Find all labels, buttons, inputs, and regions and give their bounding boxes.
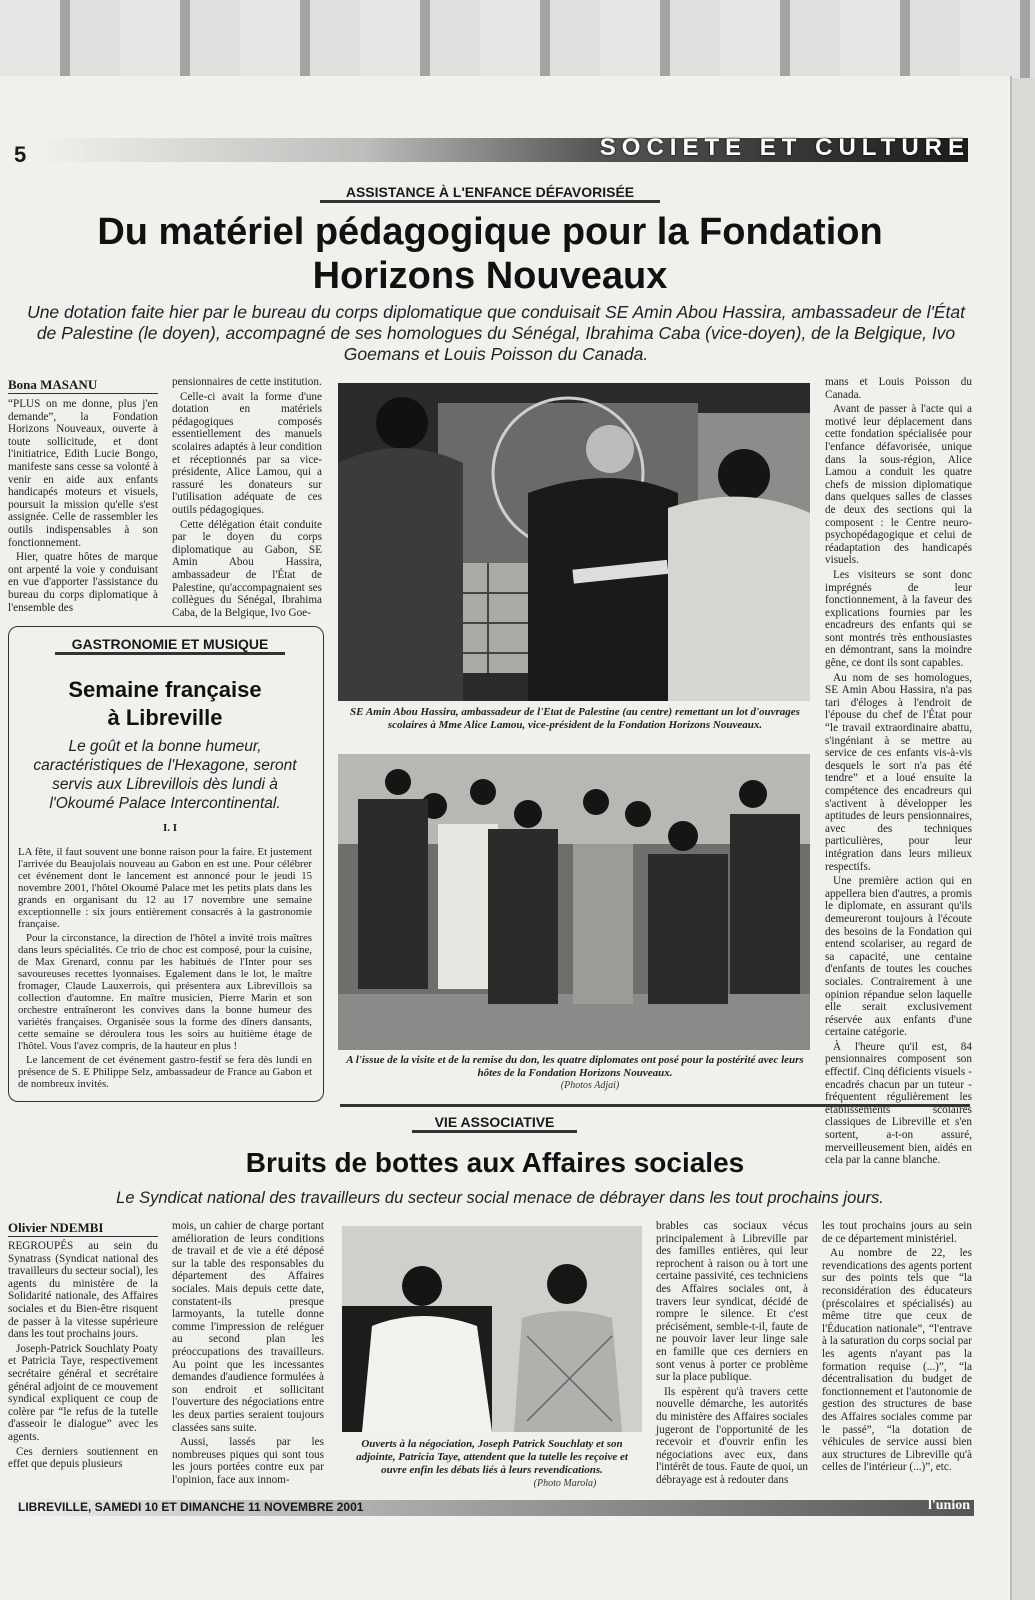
photo-handover-illustration xyxy=(338,383,810,701)
article3-column-4 xyxy=(822,1220,972,1490)
article1-paragraph: Celle-ci avait la forme d'une dotation en matériels pédagogiques composés essentiellement des manuels scolaires adaptés à leur condition et réceptionnés par sa vice-présidente, Alice Lamou, qui a rassuré les donateurs sur l'utilisation adéquate de ces outils pédagogiques. xyxy=(172,390,322,516)
article3-paragraph: Ces derniers soutiennent en effet que depuis plusieurs xyxy=(8,1445,158,1471)
article1-photo2-caption: A l'issue de la visite et de la remise du don, les quatre diplomates ont posé pour la postérité avec leurs hôtes de la Fondation Horizons Nouveaux. xyxy=(346,1054,804,1079)
article3-paragraph: Ils espèrent qu'à travers cette nouvelle démarche, les autorités du ministère des Affaires sociales jugeront de l'opportunité de les recevoir et d'ouvrir enfin les négociations avec eux, dans l'intérêt de tous. Faute de quoi, un débrayage est à redouter dans xyxy=(656,1385,808,1486)
scan-background-top xyxy=(0,0,1035,78)
article1-paragraph: Au nom de ses homologues, SE Amin Abou Hassira, n'a pas tari d'éloges à l'endroit de l'épouse du chef de l'État pour “le travail extraordinaire abattu, s'ingéniant à se mettre au service de ces enfants vis-à-vis desquels le sort n'a pas été tendre” et a loué ensuite la compétence des encadreurs qui s'activent à développer les aptitudes de leurs pensionnaires, avec des techniques particulières, pour leur intégration dans leurs milieux respectifs. xyxy=(825,671,972,873)
article3-byline: Olivier NDEMBI xyxy=(8,1220,158,1237)
article2-byline: I. I xyxy=(162,822,178,834)
photo-unionists-illustration xyxy=(342,1226,642,1432)
page-number: 5 xyxy=(14,142,27,167)
article1-paragraph: Avant de passer à l'acte qui a motivé leur déplacement dans cette fondation spécialisée pour l'enfance défavorisée, unique dans la sous-région, Alice Lamou a conduit les quatre chefs de mission diplomatique dans quelques salles de classes de deux des sections qui la composent : le Centre neuro-psychopédagogique et celui de réadaptation des handicapés visuels. xyxy=(825,403,972,567)
article1-photo1-caption: SE Amin Abou Hassira, ambassadeur de l'Etat de Palestine (au centre) remettant un lot d'ouvrages scolaires à Mme Alice Lamou, vice-président de la Fondation Horizons Nouveaux. xyxy=(350,706,800,731)
article1-paragraph: À l'heure qu'il est, 84 pensionnaires composent son effectif. Cinq déficients visuels - encadrés chacun par un tuteur - fréquentent régulièrement les établissements scolaires classiques de Libreville et s'en sortent, a-t-on assuré, merveilleusement bien, aidés en cela par la canne blanche. xyxy=(825,1040,972,1167)
article2-paragraph: Le lancement de cet événement gastro-festif se fera dès lundi en présence de S. E Philippe Selz, ambassadeur de France au Gabon et de nombreux invités. xyxy=(18,1054,312,1090)
article3-column-1 xyxy=(8,1240,158,1490)
article1-photo2-credit: (Photos Adjai) xyxy=(560,1080,620,1091)
article1-headline-line2: Horizons Nouveaux xyxy=(312,255,668,297)
article1-column-1 xyxy=(8,398,158,620)
article3-paragraph: brables cas sociaux vécus principalement à Libreville par des familles entières, qui leur reprochent à raison ou à tort une certaine passivité, ces techniciens des Affaires sociales ont, à travers leur syndicat, décidé de rompre le silence. Et c'est précisément, semble-t-il, faute de ne pouvoir laver leur linge sale en famille que ces derniers en sont venus à porter ce problème sur la place publique. xyxy=(656,1220,808,1384)
article3-paragraph: mois, un cahier de charge portant amélioration de leurs conditions de travail et de vie a été déposé sur la table des responsables du département des Affaires sociales. Mais depuis cette date, constatent-ils presque larmoyants, la tutelle donne comme l'impression de reléguer au second plan les préoccupations des travailleurs. Au point que les incessantes demandes d'audience formulées à son endroit et sollicitant l'ouverture des négociations entre les deux parties seraient toujours classées sans suite. xyxy=(172,1220,324,1434)
article2-paragraph: Pour la circonstance, la direction de l'hôtel a invité trois maîtres dans leurs spécialités. Ce trio de choc est composé, pour la cuisine, de Max Grenard, connu par les habitués de l'Inter pour ses savoureuses recettes lyonnaises. Egalement dans le lot, le maître fromager, Claude Lauxerrois, qui présentera aux Librevillois sa collection d'automne. En maître musicien, Pierre Marin et son orchestre entraîneront les convives dans la bonne humeur des variétés françaises. Organisée sous la forme des dîners dansants, cette semaine se déroulera tous les soirs au huitième étage de l'hôtel. Vous l'avez compris, de la hauteur en plus ! xyxy=(18,932,312,1052)
article3-photo-credit: (Photo Marola) xyxy=(533,1478,597,1489)
article1-column-3 xyxy=(825,376,972,1167)
article3-photo-caption: Ouverts à la négociation, Joseph Patrick Souchlaty et son adjointe, Patricia Taye, attendent que la tutelle les reçoive et ouvre enfin les débats liés à leurs revendications. xyxy=(356,1438,628,1476)
article1-column-2 xyxy=(172,376,322,620)
article3-paragraph: Joseph-Patrick Souchlaty Poaty et Patricia Taye, respectivement secrétaire général et secrétaire général adjoint de ce mouvement syndical expliquent ce coup de colère par “le refus de la tutelle d'asseoir le dialogue” avec les agents. xyxy=(8,1342,158,1443)
footer-dateline: LIBREVILLE, SAMEDI 10 ET DIMANCHE 11 NOVEMBRE 2001 xyxy=(18,1500,364,1514)
article1-deck: Une dotation faite hier par le bureau du corps diplomatique que conduisait SE Amin Abou Hassira, ambassadeur de l'État de Palestine (le doyen), accompagné de ses homologues du Sénégal, Ibrahima Caba (vice-doyen), de la Belgique, Ivo Goemans et Louis Poisson du Canada. xyxy=(27,302,965,364)
article1-paragraph: pensionnaires de cette institution. xyxy=(172,376,322,388)
article2-headline-line1: Semaine française xyxy=(68,677,262,702)
article1-paragraph: “PLUS on me donne, plus j'en demande”, la Fondation Horizons Nouveaux, ouverte à toute sollicitude, et dont l'initiatrice, Edith Lucie Bongo, manifeste sans cesse sa volonté à venir en aide aux enfants handicapés moteurs et visuels, poursuit la mission qu'elle s'est assignée. Celle de rassembler les outils indispensables à son fonctionnement. xyxy=(8,398,158,549)
article3-photo-unionists xyxy=(342,1226,642,1432)
article3-kicker: VIE ASSOCIATIVE xyxy=(412,1114,577,1133)
article1-paragraph: Hier, quatre hôtes de marque ont arpenté la voie y conduisant en vue d'apporter l'assistance du bureau du corps diplomatique à l'ensemble des xyxy=(8,551,158,614)
article3-column-3 xyxy=(656,1220,808,1490)
article2-body xyxy=(18,846,312,1096)
article1-paragraph: mans et Louis Poisson du Canada. xyxy=(825,376,972,401)
article1-headline-line1: Du matériel pédagogique pour la Fondation xyxy=(97,211,883,253)
article1-paragraph: Les visiteurs se sont donc imprégnés de leur fonctionnement, à la faveur des explications fournies par les encadreurs des enfants qui se sont montrés très enthousiastes en démontrant, sans la moindre gêne, ce dont ils sont capables. xyxy=(825,568,972,670)
article2-kicker: GASTRONOMIE ET MUSIQUE xyxy=(55,636,285,655)
article3-paragraph: les tout prochains jours au sein de ce département ministériel. xyxy=(822,1220,972,1245)
article1-paragraph: Une première action qui en appellera bien d'autres, a promis le diplomate, en assurant qu'ils demeureront toujours à l'écoute des besoins de la Fondation qui entend scolariser, au regard de sa capacité, une centaine d'enfants de toutes les couches sociales. Contrairement à une opinion répandue selon laquelle elle serait exclusivement réservée aux enfants d'une certaine catégorie. xyxy=(825,875,972,1039)
footer-masthead: l'union xyxy=(927,1498,970,1513)
article1-byline: Bona MASANU xyxy=(8,377,158,394)
article3-deck: Le Syndicat national des travailleurs du secteur social menace de débrayer dans les tout prochains jours. xyxy=(116,1189,884,1207)
article3-headline: Bruits de bottes aux Affaires sociales xyxy=(245,1147,745,1178)
article3-column-2 xyxy=(172,1220,324,1490)
article3-paragraph: Au nombre de 22, les revendications des agents portent sur des points tels que “la reconsidération des éducateurs (préscolaires et spécialisés) au même titre que ceux de l'Éducation nationale”, “l'entrave à la saturation du corps social par les agents n'ayant pas la formation requise (...)”, “la décentralisation du budget de fonctionnement et l'autonomie de gestion des structures de base des Affaires sociales comme par le passé”, “la dotation de véhicules de service aussi bien aux structures de Libreville qu'à celles de l'intérieur (...)”, etc. xyxy=(822,1247,972,1474)
article2-headline-line2: à Libreville xyxy=(107,705,223,730)
article1-paragraph: Cette délégation était conduite par le doyen du corps diplomatique au Gabon, SE Amin Abou Hassira, ambassadeur de l'État de Palestine, qu'accompagnaient ses collègues du Sénégal, Ibrahima Caba, de la Belgique, Ivo Goe- xyxy=(172,518,322,619)
article1-kicker: ASSISTANCE À L'ENFANCE DÉFAVORISÉE xyxy=(320,184,660,203)
article1-photo-handover xyxy=(338,383,810,701)
article3-paragraph: REGROUPÉS au sein du Synatrass (Syndicat national des travailleurs du secteur social), les agents du ministère de la Solidarité nationale, des Affaires sociales et du Bien-être risquent de passer à la vitesse supérieure dans les tout prochains jours. xyxy=(8,1240,158,1341)
photo-group-illustration xyxy=(338,754,810,1050)
article3-rule xyxy=(340,1104,970,1107)
article3-paragraph: Aussi, lassés par les nombreuses piques qui sont tous les jours portées contre eux par l'opinion, face aux innom- xyxy=(172,1436,324,1486)
article2-paragraph: LA fête, il faut souvent une bonne raison pour la faire. Et justement l'arrivée du Beaujolais nouveau au Gabon en est une. Pour célébrer cet événement dont le lancement est annoncé pour le jeudi 15 novembre 2001, l'hôtel Okoumé Palace met les petits plats dans les grands en organisant du 12 au 17 novembre une semaine exceptionnelle : six jours entièrement consacrés à la gastronomie française. xyxy=(18,846,312,930)
article2-deck: Le goût et la bonne humeur, caractéristiques de l'Hexagone, seront servis aux Librevillois dès lundi à l'Okoumé Palace Intercontinental. xyxy=(33,738,297,812)
article1-photo-group xyxy=(338,754,810,1050)
section-rubric: SOCIETE ET CULTURE xyxy=(599,134,970,161)
